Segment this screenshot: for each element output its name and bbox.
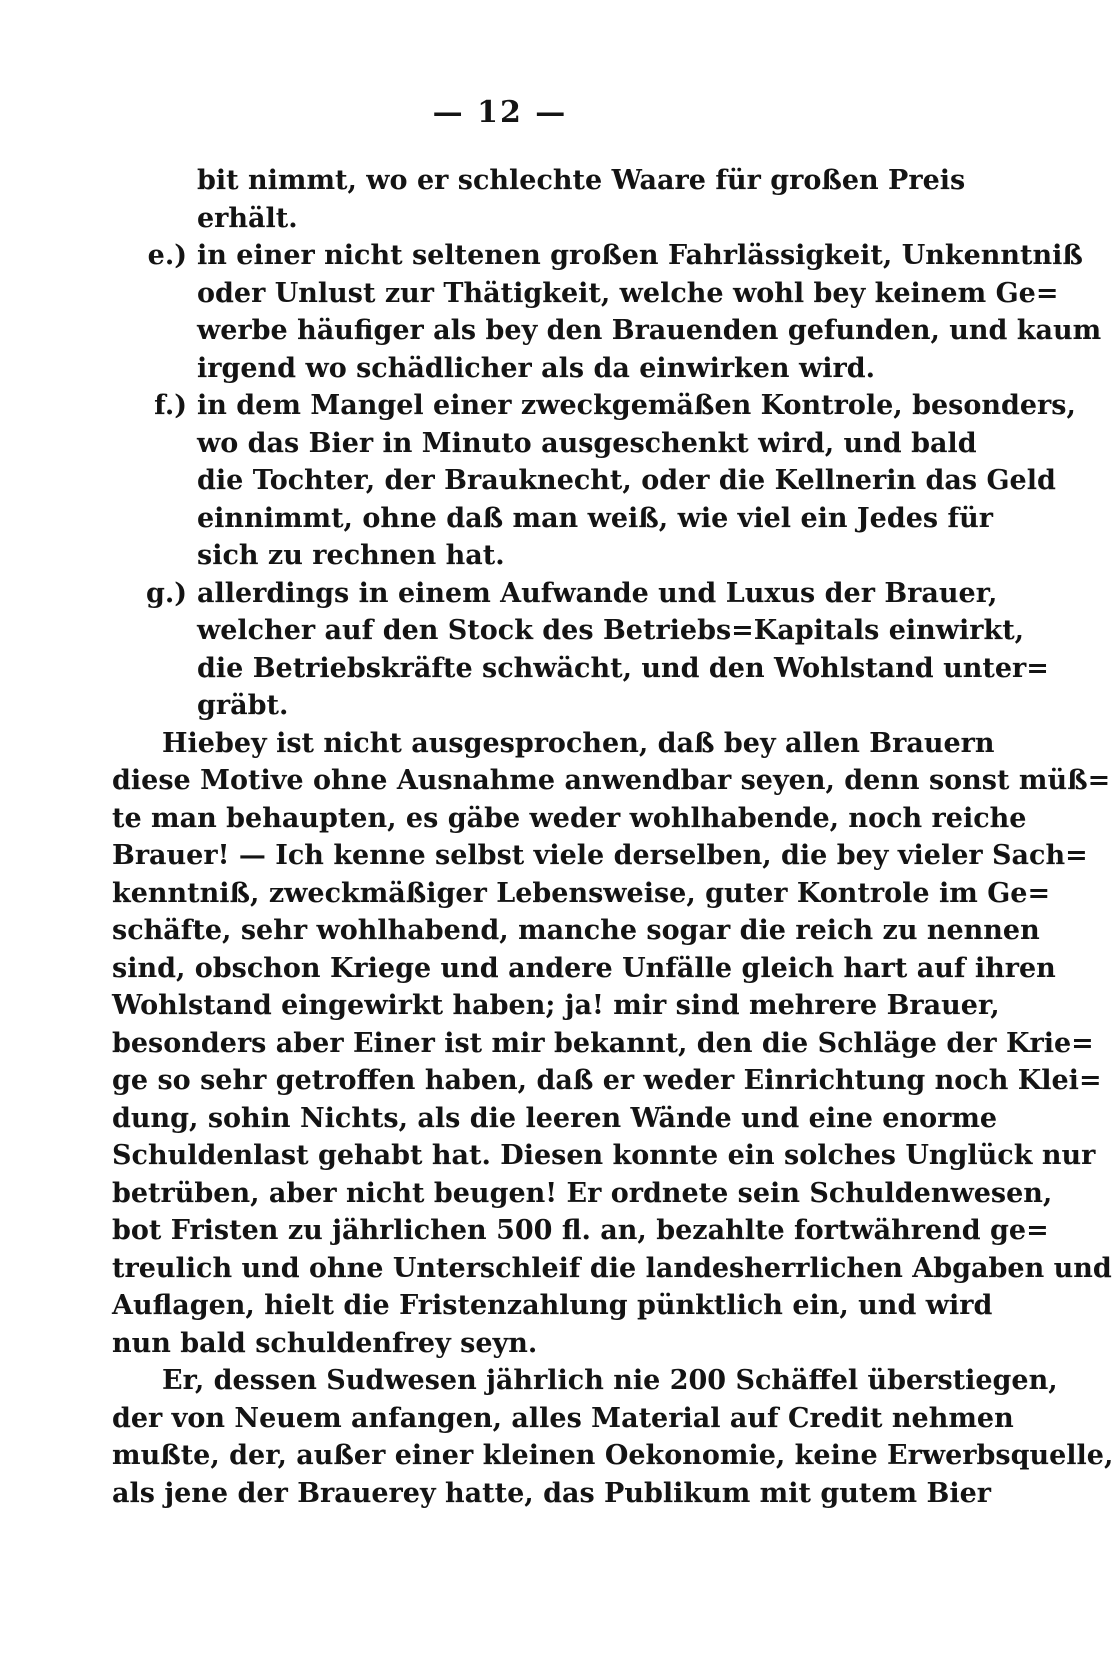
list-continuation-line [112, 612, 1025, 650]
list-item-label [112, 612, 197, 650]
body-text [112, 162, 1113, 1512]
text-line: sich zu rechnen hat. [197, 540, 505, 571]
text-line: Brauer! — Ich kenne selbst viele derselben, die bey vieler Sach= [112, 840, 1088, 871]
text-line: schäfte, sehr wohlhabend, manche sogar die reich zu nennen [112, 915, 1040, 946]
text-line: gräbt. [197, 690, 289, 721]
list-item-label [112, 275, 197, 313]
text-line: te man behaupten, es gäbe weder wohlhabende, noch reiche [112, 802, 1027, 834]
text-line: betrüben, aber nicht beugen! Er ordnete sein Schuldenwesen, [112, 1177, 1053, 1209]
page-number-header: — 12 — [432, 95, 568, 130]
text-line: oder Unlust zur Thätigkeit, welche wohl bey keinem Ge= [197, 277, 1059, 309]
list-item-label [112, 462, 197, 500]
list-continuation-line [112, 200, 922, 238]
list-item-label [112, 650, 197, 688]
text-line: in einer nicht seltenen großen Fahrlässigkeit, Unkenntniß [197, 240, 1083, 271]
text-line: Schuldenlast gehabt hat. Diesen konnte ein solches Unglück nur [112, 1140, 1096, 1171]
list-item-label [112, 200, 197, 238]
list-item-line [112, 387, 1076, 425]
text-line: treulich und ohne Unterschleif die landesherrlichen Abgaben und [112, 1252, 1112, 1284]
list-continuation-line [112, 350, 922, 388]
list-continuation-line [112, 650, 1049, 688]
text-line: diese Motive ohne Ausnahme anwendbar seyen, denn sonst müß= [112, 765, 1111, 796]
text-line: besonders aber Einer ist mir bekannt, den die Schläge der Krie= [112, 1027, 1094, 1059]
text-line: irgend wo schädlicher als da einwirken wird. [197, 352, 875, 384]
text-line: als jene der Brauerey hatte, das Publikum mit gutem Bier [112, 1477, 991, 1509]
paragraph-first-line: Er, dessen Sudwesen jährlich nie 200 Schäffel überstiegen, [162, 1365, 1058, 1396]
list-item-line [112, 237, 1083, 275]
list-item-label [112, 537, 197, 575]
text-line: Wohlstand eingewirkt haben; ja! mir sind mehrere Brauer, [112, 990, 1000, 1021]
list-continuation-line [112, 425, 977, 463]
text-line: dung, sohin Nichts, als die leeren Wände und eine enorme [112, 1102, 998, 1134]
text-line: kenntniß, zweckmäßiger Lebensweise, guter Kontrole im Ge= [112, 877, 1051, 909]
list-item-label [112, 350, 197, 388]
list-continuation-line [112, 537, 922, 575]
text-line: mußte, der, außer einer kleinen Oekonomie, keine Erwerbsquelle, [112, 1440, 1113, 1471]
text-line: die Betriebskräfte schwächt, und den Wohlstand unter= [197, 652, 1049, 684]
list-continuation-line [112, 500, 993, 538]
text-line: werbe häufiger als bey den Brauenden gefunden, und kaum [197, 315, 1102, 346]
list-item-label [112, 500, 197, 538]
text-line: einnimmt, ohne daß man weiß, wie viel ein Jedes für [197, 502, 993, 534]
paragraph-first-line: Hiebey ist nicht ausgesprochen, daß bey allen Brauern [162, 727, 995, 759]
text-line: in dem Mangel einer zweckgemäßen Kontrole, besonders, [197, 390, 1076, 421]
list-item-line [112, 575, 998, 613]
text-line: allerdings in einem Aufwande und Luxus der Brauer, [197, 577, 998, 609]
text-line: sind, obschon Kriege und andere Unfälle gleich hart auf ihren [112, 952, 1056, 984]
list-item-label [112, 687, 197, 725]
text-line: der von Neuem anfangen, alles Material auf Credit nehmen [112, 1402, 1014, 1434]
text-line: die Tochter, der Brauknecht, oder die Kellnerin das Geld [197, 465, 1056, 496]
text-line: ge so sehr getroffen haben, daß er weder Einrichtung noch Klei= [112, 1065, 1102, 1096]
list-item-label [112, 312, 197, 350]
list-item-label: g.) [145, 577, 187, 609]
list-continuation-line [112, 275, 1059, 313]
text-line: Auflagen, hielt die Fristenzahlung pünktlich ein, und wird [112, 1290, 993, 1321]
list-item-label [112, 162, 197, 200]
text-line: erhält. [197, 202, 298, 234]
text-line: welcher auf den Stock des Betriebs=Kapitals einwirkt, [197, 615, 1025, 646]
list-continuation-line [112, 162, 966, 200]
list-continuation-line [112, 687, 922, 725]
list-continuation-line [112, 312, 1102, 350]
text-line: wo das Bier in Minuto ausgeschenkt wird, und bald [197, 427, 977, 459]
list-item-label [112, 425, 197, 463]
text-line: nun bald schuldenfrey seyn. [112, 1327, 538, 1359]
list-continuation-line [112, 462, 1056, 500]
text-line: bot Fristen zu jährlichen 500 fl. an, bezahlte fortwährend ge= [112, 1215, 1049, 1246]
list-item-label: e.) [147, 240, 187, 271]
list-item-label: f.) [154, 390, 187, 421]
text-line: bit nimmt, wo er schlechte Waare für großen Preis [197, 165, 966, 196]
